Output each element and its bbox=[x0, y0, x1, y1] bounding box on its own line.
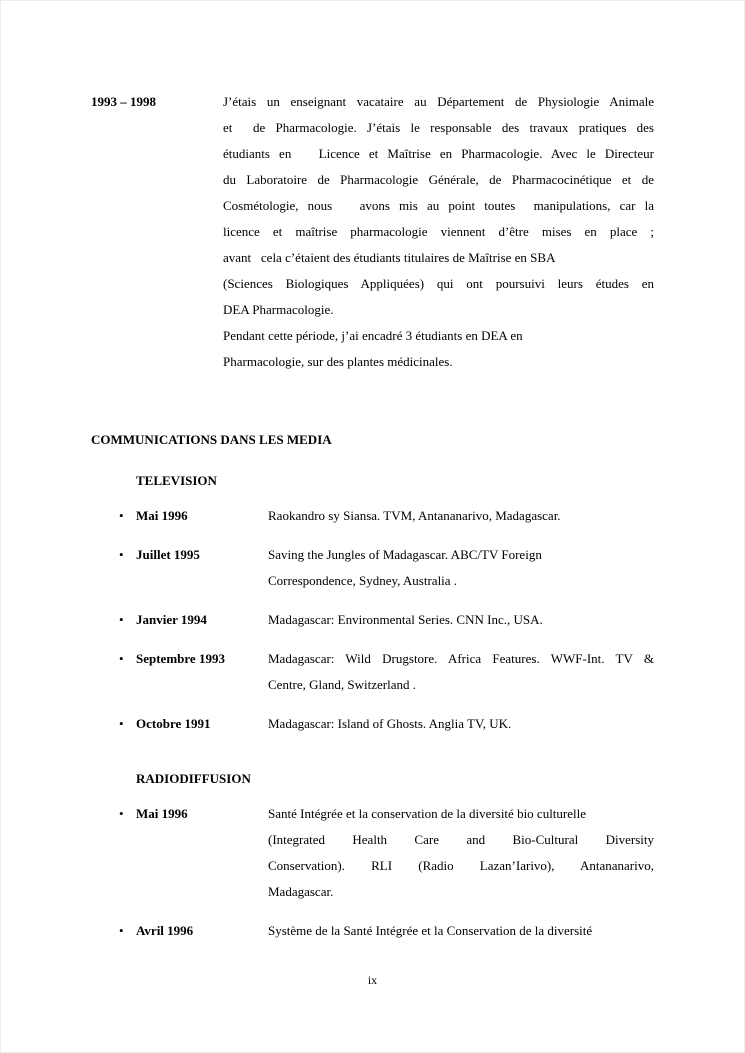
text-line: Correspondence, Sydney, Australia . bbox=[268, 573, 458, 588]
item-description bbox=[268, 918, 654, 944]
item-description bbox=[268, 646, 654, 698]
text-line: (Integrated Health Care and Bio-Cultural Diversity bbox=[268, 832, 654, 847]
text-line: Conservation). RLI (Radio Lazan’Iarivo), Antananarivo, bbox=[268, 858, 654, 873]
page-number: ix bbox=[367, 973, 378, 987]
text-line: Centre, Gland, Switzerland . bbox=[268, 677, 417, 692]
bullet-icon: • bbox=[119, 651, 124, 666]
item-date: Mai 1996 bbox=[136, 806, 188, 821]
item-description bbox=[268, 711, 654, 737]
text-line: J’étais un enseignant vacataire au Département de Physiologie Animale bbox=[223, 94, 654, 109]
item-description bbox=[268, 542, 654, 594]
text-line: Madagascar: Island of Ghosts. Anglia TV, UK. bbox=[268, 716, 512, 731]
text-line: Madagascar: Environmental Series. CNN Inc., USA. bbox=[268, 612, 543, 627]
radio-item-mai-1996 bbox=[91, 801, 654, 905]
bullet-icon: • bbox=[119, 612, 124, 627]
text-line: licence et maîtrise pharmacologie viennent d’être mises en place ; bbox=[223, 224, 654, 239]
radio-heading: RADIODIFFUSION bbox=[136, 771, 251, 786]
radio-item-avril-1996 bbox=[91, 918, 654, 944]
tv-item-septembre-1993 bbox=[91, 646, 654, 698]
text-line: Santé Intégrée et la conservation de la diversité bio culturelle bbox=[268, 806, 587, 821]
text-line: étudiants en Licence et Maîtrise en Pharmacologie. Avec le Directeur bbox=[223, 146, 654, 161]
media-section-title: COMMUNICATIONS DANS LES MEDIA bbox=[91, 432, 332, 447]
television-heading: TELEVISION bbox=[136, 473, 217, 488]
item-date: Septembre 1993 bbox=[136, 651, 225, 666]
entry-paragraph bbox=[223, 89, 654, 375]
text-line: Raokandro sy Siansa. TVM, Antananarivo, Madagascar. bbox=[268, 508, 561, 523]
text-line: du Laboratoire de Pharmacologie Générale, de Pharmacocinétique et de bbox=[223, 172, 654, 187]
text-line: Système de la Santé Intégrée et la Conservation de la diversité bbox=[268, 923, 593, 938]
text-line: avant cela c’étaient des étudiants titulaires de Maîtrise en SBA bbox=[223, 250, 556, 265]
tv-item-octobre-1991 bbox=[91, 711, 654, 737]
text-line: Madagascar: Wild Drugstore. Africa Features. WWF-Int. TV & bbox=[268, 651, 654, 666]
item-description bbox=[268, 503, 654, 529]
text-line: Saving the Jungles of Madagascar. ABC/TV Foreign bbox=[268, 547, 542, 562]
item-description bbox=[268, 607, 654, 633]
page-content bbox=[1, 1, 744, 944]
bullet-icon: • bbox=[119, 716, 124, 731]
bullet-icon: • bbox=[119, 508, 124, 523]
television-list bbox=[91, 503, 654, 737]
item-date: Mai 1996 bbox=[136, 508, 188, 523]
tv-item-mai-1996 bbox=[91, 503, 654, 529]
bullet-icon: • bbox=[119, 547, 124, 562]
text-line: DEA Pharmacologie. bbox=[223, 302, 334, 317]
item-date: Juillet 1995 bbox=[136, 547, 200, 562]
text-line: et de Pharmacologie. J’étais le responsable des travaux pratiques des bbox=[223, 120, 654, 135]
item-description bbox=[268, 801, 654, 905]
item-date: Janvier 1994 bbox=[136, 612, 207, 627]
radio-list bbox=[91, 801, 654, 944]
tv-item-janvier-1994 bbox=[91, 607, 654, 633]
text-line: Cosmétologie, nous avons mis au point toutes manipulations, car la bbox=[223, 198, 654, 213]
text-line: Pharmacologie, sur des plantes médicinales. bbox=[223, 354, 453, 369]
item-date: Octobre 1991 bbox=[136, 716, 211, 731]
teaching-entry bbox=[91, 89, 654, 375]
text-line: Madagascar. bbox=[268, 884, 334, 899]
text-line: Pendant cette période, j’ai encadré 3 étudiants en DEA en bbox=[223, 328, 523, 343]
bullet-icon: • bbox=[119, 806, 124, 821]
bullet-icon: • bbox=[119, 923, 124, 938]
entry-date-range: 1993 – 1998 bbox=[91, 94, 156, 109]
tv-item-juillet-1995 bbox=[91, 542, 654, 594]
item-date: Avril 1996 bbox=[136, 923, 194, 938]
text-line: (Sciences Biologiques Appliquées) qui ont poursuivi leurs études en bbox=[223, 276, 654, 291]
